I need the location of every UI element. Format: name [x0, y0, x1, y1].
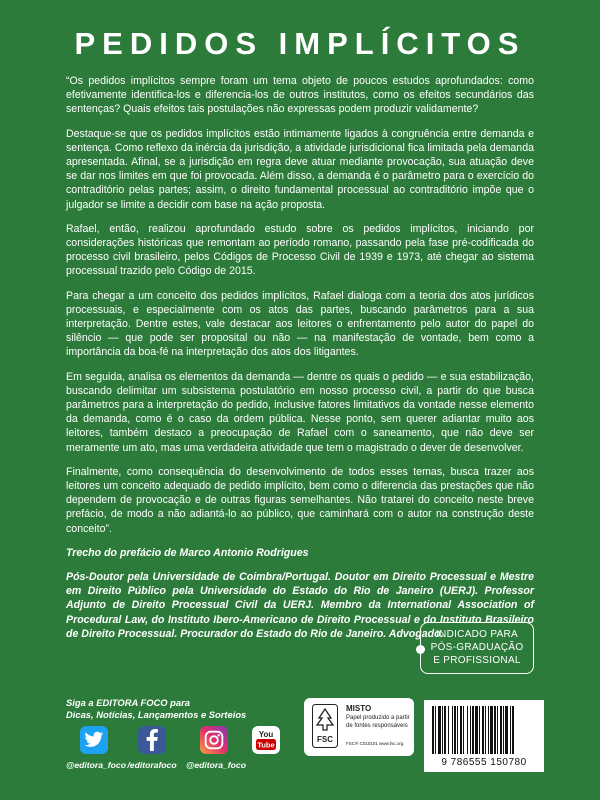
barcode-bar	[435, 706, 436, 754]
barcode-bar	[512, 706, 514, 754]
paragraph-1: “Os pedidos implícitos sempre foram um tema objeto de poucos estudos aprofundados: como efetivamente identifica-los e diferencia-los de outros institutos, como os efeitos secundários das sentenças? Quais efeitos tais postulações não expressas podem produzir validamente?	[66, 75, 534, 116]
barcode-bar	[475, 706, 478, 754]
page-title: PEDIDOS IMPLÍCITOS	[74, 26, 526, 61]
barcode-bar	[454, 706, 456, 754]
fsc-tree-icon	[312, 704, 338, 748]
barcode-bar	[472, 706, 474, 754]
social-youtube[interactable]	[242, 726, 290, 754]
instagram-handle: @editora_foco	[186, 760, 246, 770]
barcode-bar	[463, 706, 464, 754]
author-bio: Pós-Doutor pela Universidade de Coimbra/Portugal. Doutor em Direito Processual e Mestre em Direito Público pela Universidade do Estado do Rio de Janeiro (UERJ). Professor Adjunto de Direito Processual Civil da UERJ. Membro da International Association of Procedural Law, do Instituto Ibero-Americano de Direito Processual e do Instituto Brasileiro de Direito Processual. Procurador do Estado do Rio de Janeiro. Advogado.	[66, 570, 534, 640]
svg-text:Tube: Tube	[257, 740, 275, 750]
back-cover-text	[66, 74, 534, 641]
barcode-bar	[488, 706, 489, 754]
follow-line-1: Siga a EDITORA FOCO para	[66, 697, 190, 708]
barcode-bar	[467, 706, 468, 754]
paragraph-2: Destaque-se que os pedidos implícitos estão intimamente ligados à congruência entre demanda e sentença. Como reflexo da inércia da jurisdição, a atividade jurisdicional fica limitada pela demanda apresentada. Afinal, se a jurisdição em regra deve atuar mediante provocação, sua atuação deve se dar nos limites em que foi provocada. Além disso, a demanda é o parâmetro para o exercício do contraditório pelas partes; assim, o direito fundamental processual ao contraditório impõe que o julgador se limite a decidir com base na ação proposta.	[66, 127, 534, 211]
social-twitter[interactable]	[66, 726, 126, 770]
badge-dot-icon	[416, 645, 425, 654]
barcode-bar	[438, 706, 441, 754]
barcode-bar	[460, 706, 462, 754]
barcode-bar	[482, 706, 484, 754]
barcode-bar	[510, 706, 511, 754]
youtube-icon	[252, 726, 280, 754]
facebook-icon	[138, 726, 166, 754]
barcode-bar	[497, 706, 498, 754]
badge-line-2: PÓS-GRADUAÇÃO	[430, 642, 524, 653]
barcode-bar	[444, 706, 446, 754]
barcode-bar	[500, 706, 502, 754]
barcode-bar	[432, 706, 434, 754]
barcode-bar	[490, 706, 493, 754]
twitter-icon	[80, 726, 108, 754]
social-facebook[interactable]	[124, 726, 180, 770]
facebook-handle: /editorafoco	[127, 760, 177, 770]
twitter-handle: @editora_foco	[66, 760, 126, 770]
follow-text	[66, 697, 246, 721]
barcode-bar	[442, 706, 443, 754]
excerpt-credit: Trecho do prefácio de Marco Antonio Rodrigues	[66, 546, 309, 559]
isbn-barcode	[424, 700, 544, 772]
svg-text:You: You	[258, 730, 274, 739]
paragraph-5: Em seguida, analisa os elementos da demanda — dentre os quais o pedido — e sua estabilização, buscando delimitar um subsistema postulatório em nosso processo civil, a partir do que busca parâmetros para a interpretação do pedido, inclusive fatores limitativos da vontade nesse elemento da demanda, como é o caso da ordem pública. Nesse ponto, sem querer adiantar muito aos leitores, também destaco a preocupação de Rafael com o saneamento, que não deve ser meramente um ato, mas uma verdadeira atividade que tem o magistrado o dever de desenvolver.	[66, 370, 534, 454]
badge-line-3: E PROFISSIONAL	[433, 655, 521, 666]
barcode-bar	[494, 706, 496, 754]
instagram-icon	[200, 726, 228, 754]
recommendation-badge	[420, 622, 534, 674]
paragraph-3: Rafael, então, realizou aprofundado estudo sobre os pedidos implícitos, iniciando por considerações históricas que remontam ao período romano, passando pela fase pré-codificada do processo civil brasileiro, pelos Códigos de Processo Civil de 1939 e 1973, até chegar ao sistema processual trazido pelo Código de 2015.	[66, 222, 534, 278]
follow-line-2: Dicas, Notícias, Lançamentos e Sorteios	[66, 709, 247, 720]
barcode-bar	[448, 706, 449, 754]
paragraph-6: Finalmente, como consequência do desenvolvimento de todos esses temas, busca trazer aos leitores um conceito adequado de pedido implícito, bem como o diferencia das prestações que não dependem de provocação e de outras figuras semelhantes. Não tratarei do conceito neste breve prefácio, de modo a não adiantá-lo ao público, que caminhará com o autor na construção deste conceito”.	[66, 465, 534, 535]
fsc-description: Papel produzido a partir de fontes responsáveis	[346, 715, 410, 729]
barcode-bar	[457, 706, 458, 754]
badge-line-1: INDICADO PARA	[435, 629, 519, 640]
fsc-certification	[304, 698, 414, 756]
fsc-code: FSC® C010101 www.fsc.org	[346, 741, 404, 746]
social-instagram[interactable]	[186, 726, 246, 770]
barcode-bar	[485, 706, 486, 754]
paragraph-4: Para chegar a um conceito dos pedidos implícitos, Rafael dialoga com a teoria dos atos jurídicos processuais, e especialmente com os atos das partes, buscando parâmetros para a sua interpretação. Dentre estes, vale destacar aos leitores o enfrentamento pelo autor do papel do silêncio — que pode ser proposital ou não — na manifestação de vontade, bem como a importância da boa-fé na interpretação dos atos dos litigantes.	[66, 289, 534, 359]
barcode-bar	[452, 706, 453, 754]
barcode-number: 9 786555 150780	[441, 757, 527, 768]
fsc-misto: MISTO	[346, 704, 372, 713]
barcode-bars	[430, 706, 538, 754]
barcode-bar	[505, 706, 508, 754]
barcode-bar	[479, 706, 480, 754]
barcode-bar	[470, 706, 471, 754]
fsc-logo-text: FSC	[317, 735, 333, 744]
barcode-bar	[503, 706, 504, 754]
